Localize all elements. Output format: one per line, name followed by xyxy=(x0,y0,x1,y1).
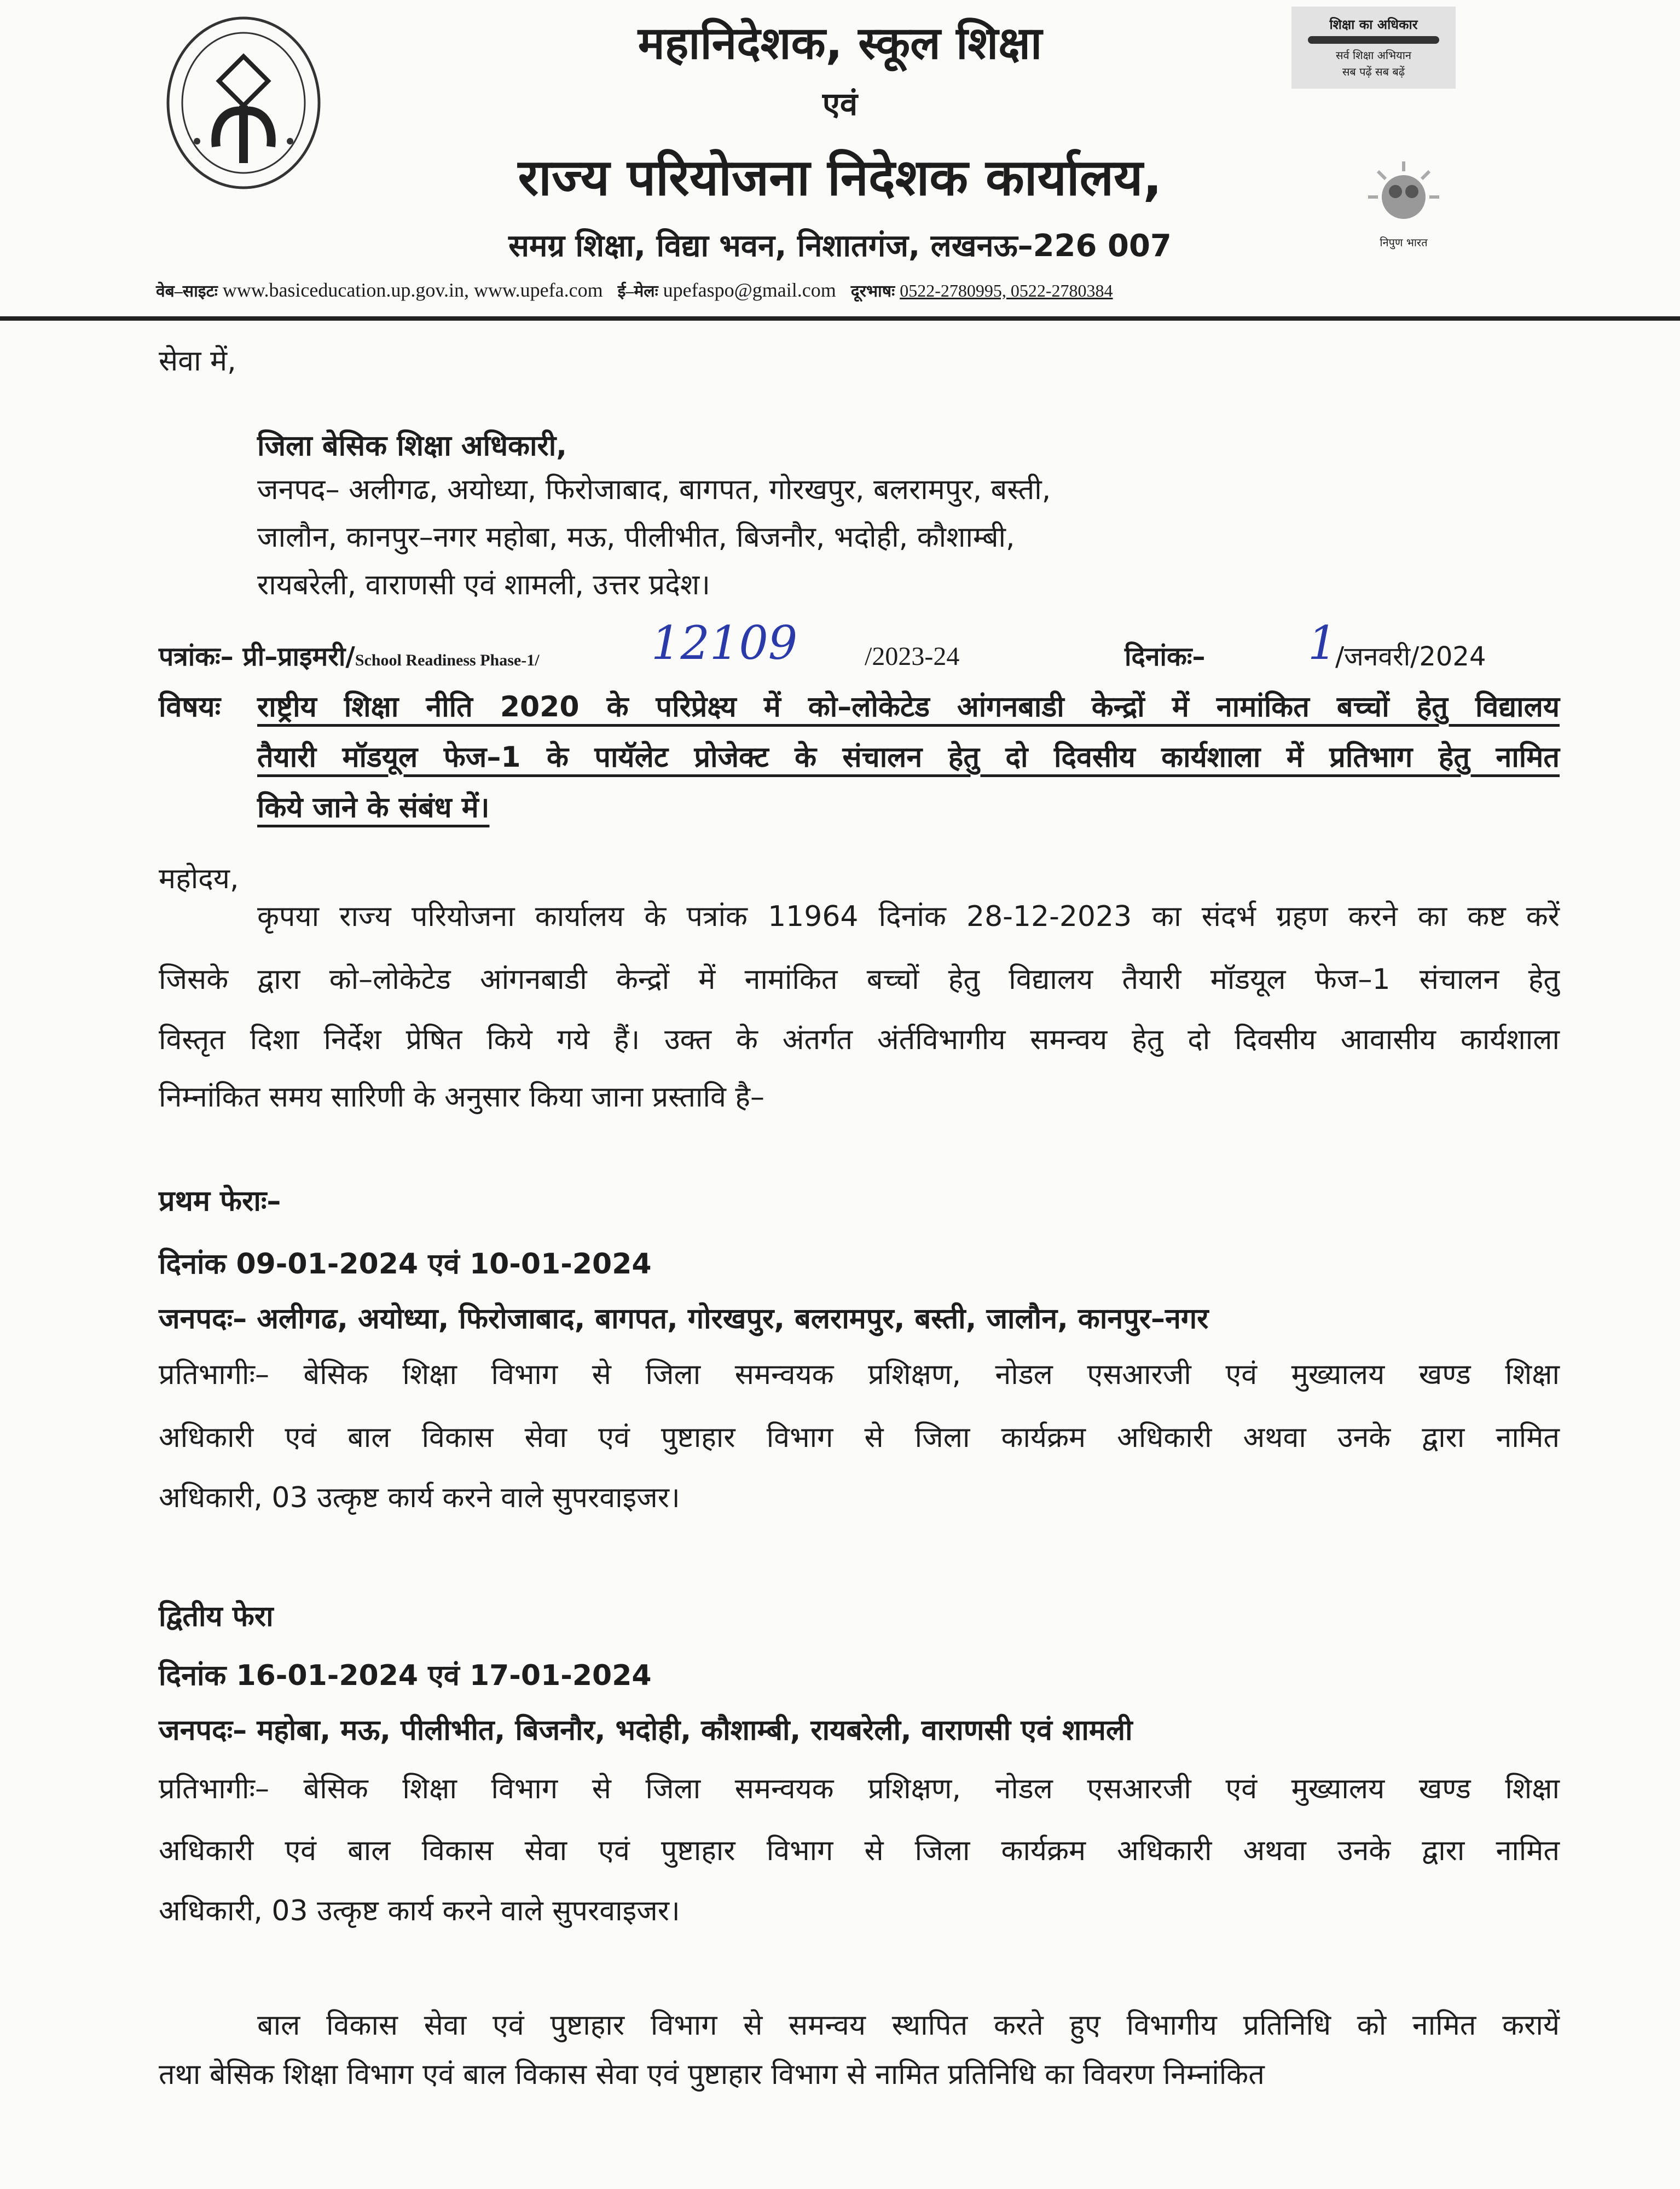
office-title-line1: महानिदेशक, स्कूल शिक्षा xyxy=(638,18,1042,70)
reference-number: 12109 xyxy=(651,616,798,670)
email-link[interactable]: upefaspo@gmail.com xyxy=(663,279,836,301)
office-address: समग्र शिक्षा, विद्या भवन, निशातगंज, लखनऊ–226 007 xyxy=(508,228,1172,264)
reference-label: पत्रांकः– प्री–प्राइमरी/ xyxy=(159,641,355,672)
conjunction: एवं xyxy=(822,85,858,123)
paragraph-line: जिसके द्वारा को–लोकेटेड आंगनबाडी केन्द्रों में नामांकित बच्चों हेतु विद्यालय तैयारी मॉडयूल फेज–1 संचालन हेतु xyxy=(159,963,1560,996)
phone-label: दूरभाषः xyxy=(850,282,895,300)
greeting: महोदय, xyxy=(159,862,239,895)
participants-line: प्रतिभागीः– बेसिक शिक्षा विभाग से जिला समन्वयक प्रशिक्षण, नोडल एसआरजी एवं मुख्यालय खण्ड शिक्षा xyxy=(159,1358,1560,1391)
subject-line: तैयारी मॉडयूल फेज–1 के पायॅलेट प्रोजेक्ट के संचालन हेतु दो दिवसीय कार्यशाला में प्रतिभाग हेतु नामित xyxy=(257,741,1560,774)
participants-line: प्रतिभागीः– बेसिक शिक्षा विभाग से जिला समन्वयक प्रशिक्षण, नोडल एसआरजी एवं मुख्यालय खण्ड शिक्षा xyxy=(159,1773,1560,1805)
reference-series: School Readiness Phase-1/ xyxy=(355,651,540,669)
salutation: सेवा में, xyxy=(159,345,236,378)
addressee-line: जालौन, कानपुर–नगर महोबा, मऊ, पीलीभीत, बिजनौर, भदोही, कौशाम्बी, xyxy=(257,521,1015,554)
addressee-line: रायबरेली, वाराणसी एवं शामली, उत्तर प्रदेश। xyxy=(257,569,710,601)
website-link[interactable]: www.basiceducation.up.gov.in, www.upefa.com xyxy=(222,279,603,301)
participants-line: अधिकारी, 03 उत्कृष्ट कार्य करने वाले सुपरवाइजर। xyxy=(159,1481,680,1514)
paragraph-line: निम्नांकित समय सारिणी के अनुसार किया जाना प्रस्तावि है– xyxy=(159,1081,765,1114)
website-label: वेब–साइटः xyxy=(156,282,218,300)
office-title-line2: राज्य परियोजना निदेशक कार्यालय, xyxy=(518,148,1162,207)
header-divider xyxy=(0,316,1680,321)
round-title: द्वितीय फेरा xyxy=(159,1600,274,1633)
date-month-year: /जनवरी/2024 xyxy=(1335,641,1486,672)
reference-line xyxy=(159,638,540,680)
subject-line: राष्ट्रीय शिक्षा नीति 2020 के परिप्रेक्ष्य में को–लोकेटेड आंगनबाडी केन्द्रों में नामांकित बच्चों हेतु विद्यालय xyxy=(257,691,1560,723)
round-districts: जनपदः– महोबा, मऊ, पीलीभीत, बिजनौर, भदोही, कौशाम्बी, रायबरेली, वाराणसी एवं शामली xyxy=(159,1714,1133,1747)
subject-label: विषयः xyxy=(159,691,221,723)
paragraph-line: विस्तृत दिशा निर्देश प्रेषित किये गये हैं। उक्त के अंतर्गत अंर्तविभागीय समन्वय हेतु दो दिवसीय आवासीय कार्यशाला xyxy=(159,1023,1560,1056)
participants-line: अधिकारी, 03 उत्कृष्ट कार्य करने वाले सुपरवाइजर। xyxy=(159,1895,680,1927)
round-date: दिनांक 16-01-2024 एवं 17-01-2024 xyxy=(159,1659,652,1692)
paragraph-line: तथा बेसिक शिक्षा विभाग एवं बाल विकास सेवा एवं पुष्टाहार विभाग से नामित प्रतिनिधि का विवरण निम्नांकित xyxy=(159,2058,1265,2091)
participants-line: अधिकारी एवं बाल विकास सेवा एवं पुष्टाहार विभाग से जिला कार्यक्रम अधिकारी अथवा उनके द्वारा नामित xyxy=(159,1421,1560,1454)
logo-text: शिक्षा का अधिकार xyxy=(1329,17,1418,32)
subject-line: किये जाने के संबंध में। xyxy=(257,791,490,824)
contact-line xyxy=(156,276,1113,305)
date-label: दिनांकः– xyxy=(1125,641,1206,672)
logo-text: निपुण भारत xyxy=(1380,236,1428,249)
paragraph-line: कृपया राज्य परियोजना कार्यालय के पत्रांक 11964 दिनांक 28-12-2023 का संदर्भ ग्रहण करने का कष्ट करें xyxy=(257,900,1560,933)
reference-year: /2023-24 xyxy=(865,642,960,671)
addressee-title: जिला बेसिक शिक्षा अधिकारी, xyxy=(257,430,567,462)
round-title: प्रथम फेराः– xyxy=(159,1185,281,1218)
paragraph-line: बाल विकास सेवा एवं पुष्टाहार विभाग से समन्वय स्थापित करते हुए विभागीय प्रतिनिधि को नामित करायें xyxy=(257,2009,1560,2042)
phone-numbers: 0522-2780995, 0522-2780384 xyxy=(900,281,1113,300)
participants-line: अधिकारी एवं बाल विकास सेवा एवं पुष्टाहार विभाग से जिला कार्यक्रम अधिकारी अथवा उनके द्वारा नामित xyxy=(159,1834,1560,1867)
round-districts: जनपदः– अलीगढ, अयोध्या, फिरोजाबाद, बागपत, गोरखपुर, बलरामपुर, बस्ती, जालौन, कानपुर–नगर xyxy=(159,1302,1209,1335)
round-date: दिनांक 09-01-2024 एवं 10-01-2024 xyxy=(159,1248,652,1281)
addressee-line: जनपद– अलीगढ, अयोध्या, फिरोजाबाद, बागपत, गोरखपुर, बलरामपुर, बस्ती, xyxy=(257,473,1051,506)
logo-text: सब पढ़ें सब बढ़ें xyxy=(1342,65,1405,78)
email-label: ई–मेलः xyxy=(617,282,658,300)
logo-text: सर्व शिक्षा अभियान xyxy=(1335,49,1412,62)
date-day: 1 xyxy=(1308,616,1337,670)
